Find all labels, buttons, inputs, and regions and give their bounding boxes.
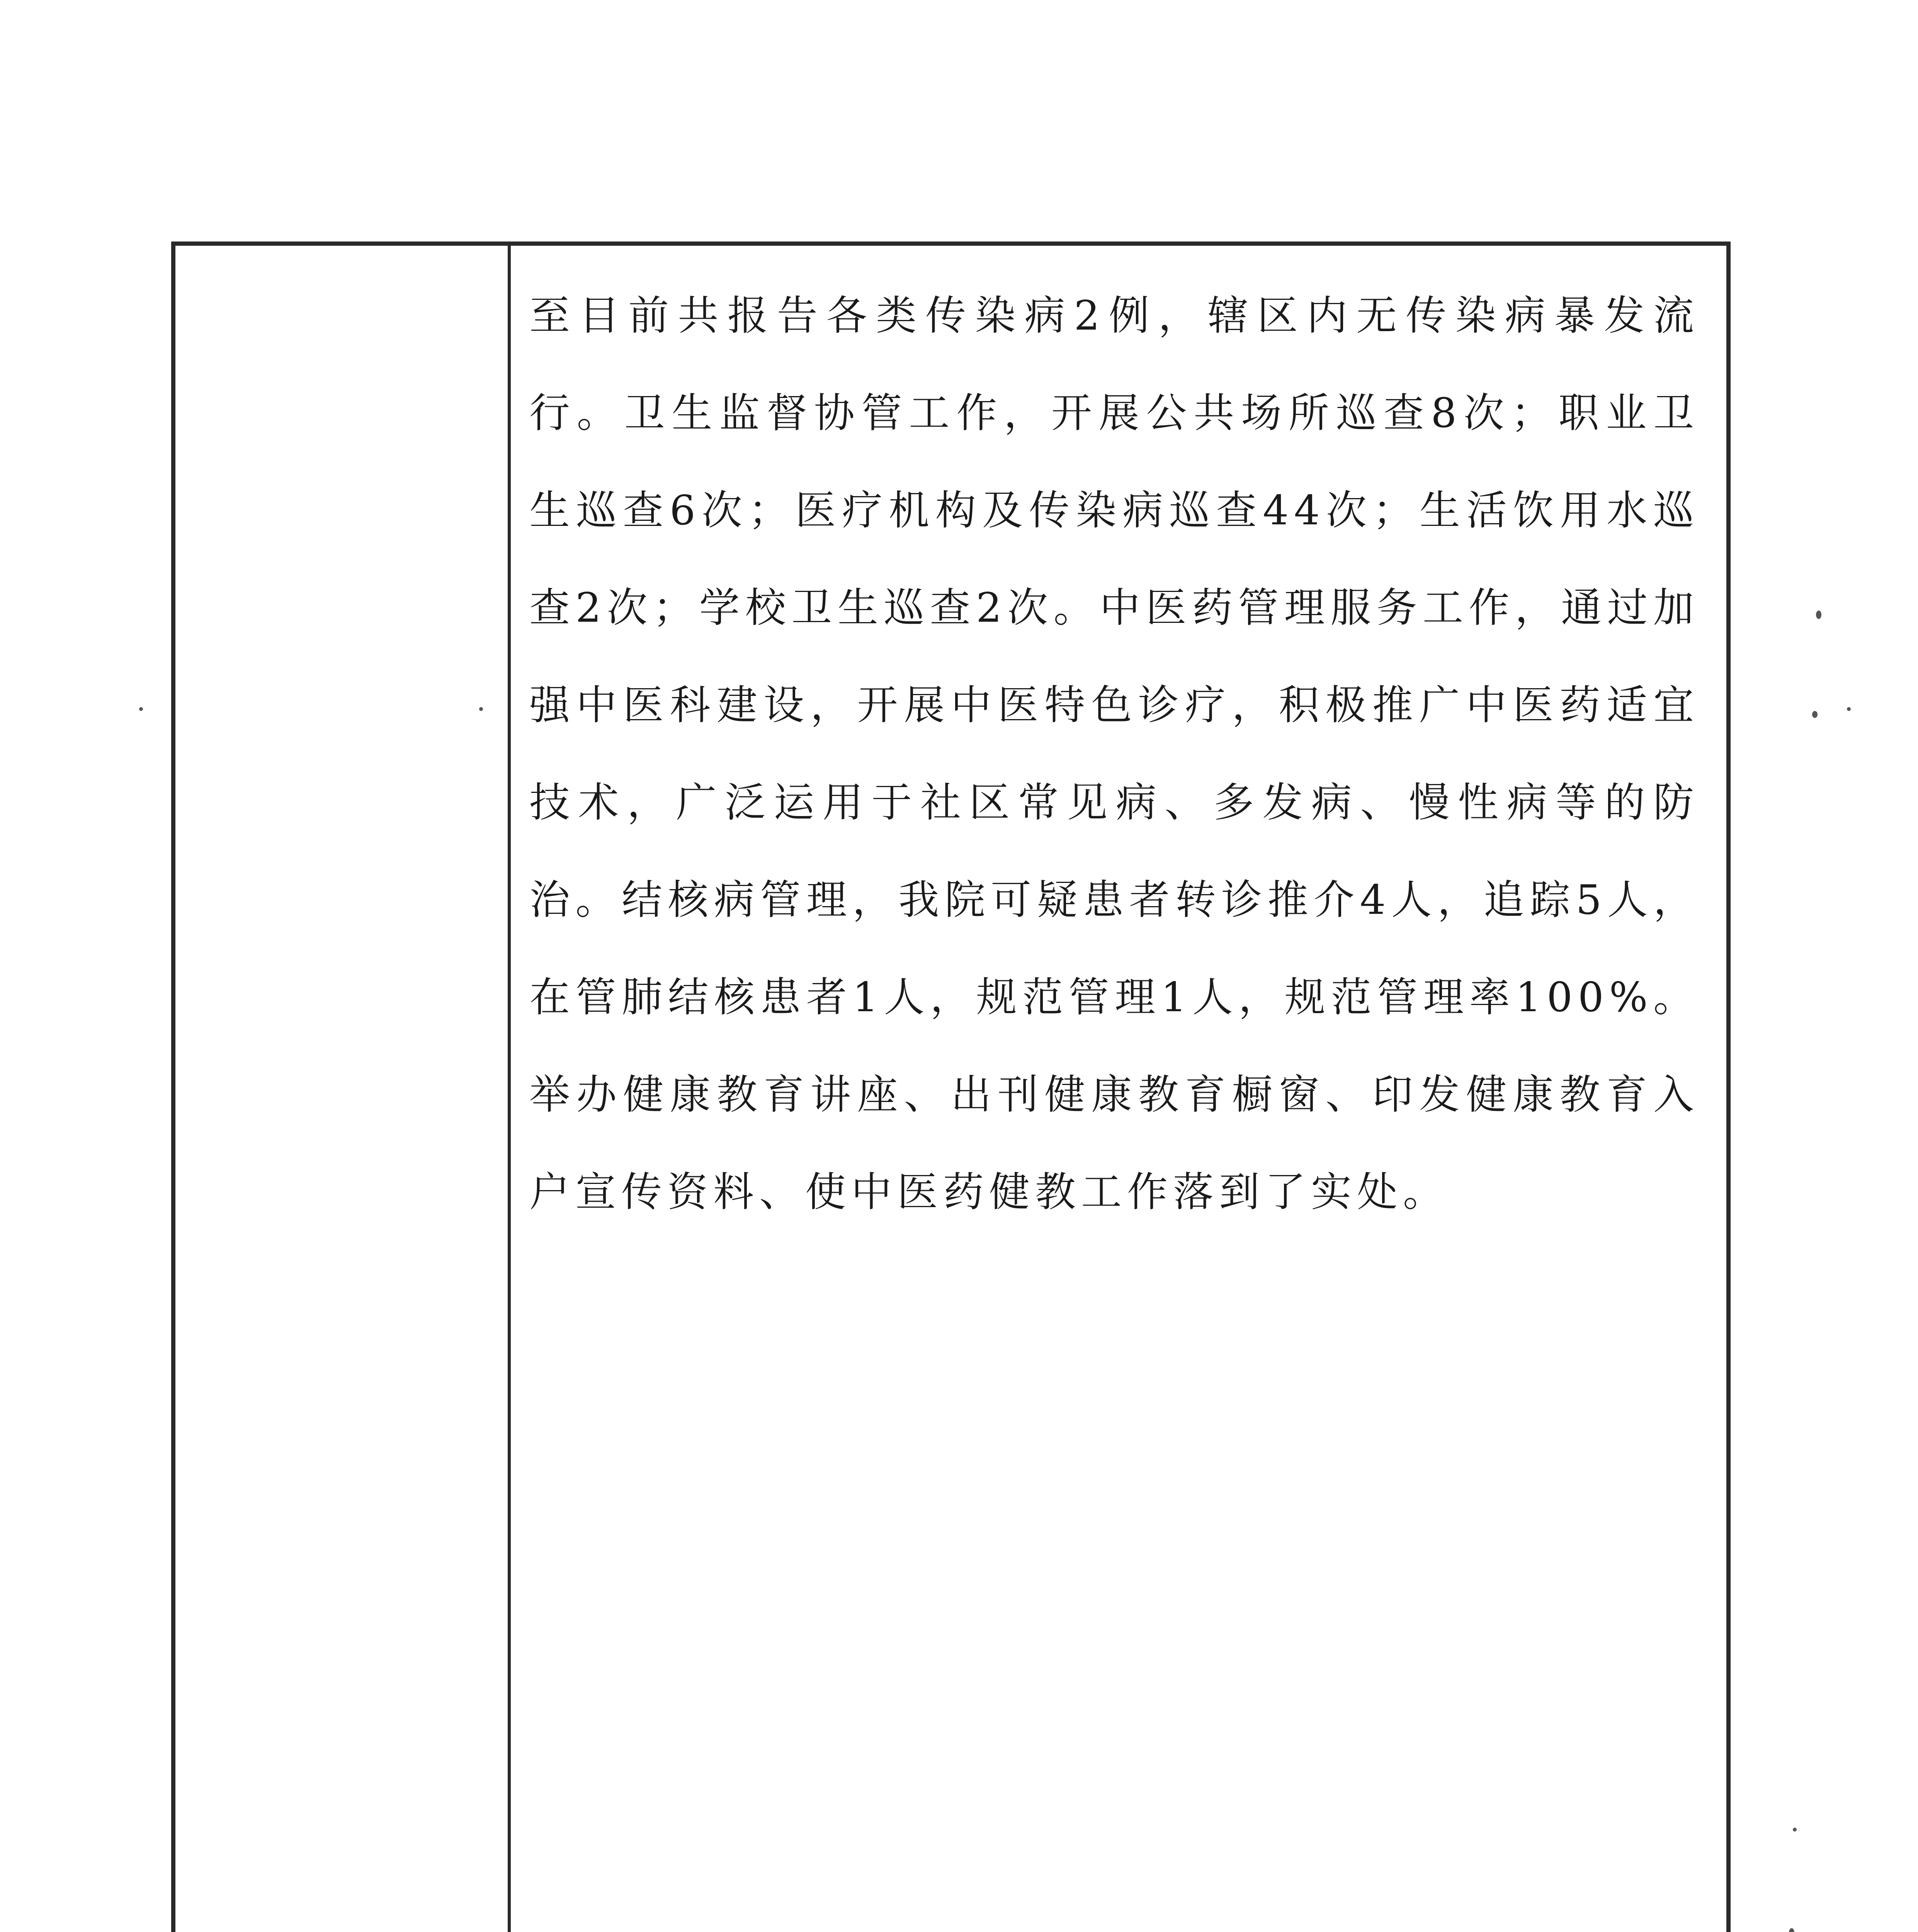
label-cell-empty (175, 246, 508, 1932)
scan-speck (1789, 1928, 1794, 1932)
column-divider (508, 246, 511, 1932)
scan-speck (139, 707, 143, 711)
scan-speck (1816, 611, 1821, 619)
scan-speck (479, 707, 483, 711)
scan-speck (1812, 711, 1818, 718)
scan-speck (1847, 707, 1851, 711)
work-report-paragraph: 至目前共报告各类传染病2例，辖区内无传染病暴发流行。卫生监督协管工作，开展公共场所巡查8次；职业卫生巡查6次；医疗机构及传染病巡查44次；生活饮用水巡查2次；学校卫生巡查2次。中医药管理服务工作，通过加强中医科建设，开展中医特色诊疗，积极推广中医药适宜技术，广泛运用于社区常见病、多发病、慢性病等的防治。结核病管理，我院可疑患者转诊推介4人，追踪5人，在管肺结核患者1人，规范管理1人，规范管理率100%。举办健康教育讲座、出刊健康教育橱窗、印发健康教育入户宣传资料、使中医药健教工作落到了实处。 (529, 292, 1699, 1216)
scan-speck (1793, 1828, 1797, 1832)
content-cell (511, 246, 1726, 1932)
form-table (171, 242, 1731, 1932)
